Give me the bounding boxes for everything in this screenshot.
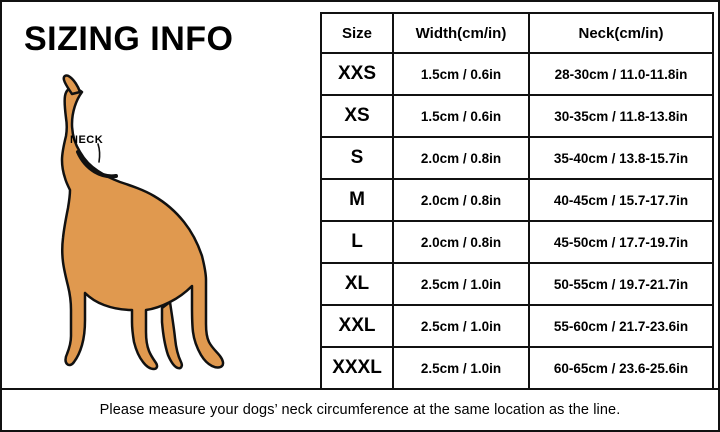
cell-size: XXS	[321, 53, 393, 95]
footer-note-bar	[2, 388, 718, 430]
cell-width: 2.5cm / 1.0in	[393, 305, 529, 347]
cell-size: L	[321, 221, 393, 263]
cell-width: 2.5cm / 1.0in	[393, 263, 529, 305]
column-header-neck: Neck(cm/in)	[529, 13, 713, 53]
cell-neck: 35-40cm / 13.8-15.7in	[529, 137, 713, 179]
illustration-panel	[2, 2, 314, 392]
cell-neck: 28-30cm / 11.0-11.8in	[529, 53, 713, 95]
dog-figure-svg	[20, 74, 300, 374]
table-row	[321, 305, 713, 347]
size-table-container	[320, 12, 712, 390]
cell-neck: 50-55cm / 19.7-21.7in	[529, 263, 713, 305]
table-row	[321, 137, 713, 179]
table-row	[321, 53, 713, 95]
table-row	[321, 347, 713, 389]
column-header-size: Size	[321, 13, 393, 53]
cell-width: 2.0cm / 0.8in	[393, 221, 529, 263]
page-title: SIZING INFO	[24, 20, 234, 58]
cell-width: 2.0cm / 0.8in	[393, 179, 529, 221]
cell-neck: 40-45cm / 15.7-17.7in	[529, 179, 713, 221]
cell-size: XXL	[321, 305, 393, 347]
neck-label: NECK	[70, 134, 104, 146]
cell-size: M	[321, 179, 393, 221]
table-row	[321, 221, 713, 263]
measurement-note: Please measure your dogs’ neck circumference at the same location as the line.	[99, 402, 621, 418]
dog-illustration	[20, 74, 300, 374]
table-row	[321, 179, 713, 221]
cell-size: XXXL	[321, 347, 393, 389]
cell-width: 1.5cm / 0.6in	[393, 95, 529, 137]
table-row	[321, 95, 713, 137]
table-row	[321, 263, 713, 305]
cell-width: 2.0cm / 0.8in	[393, 137, 529, 179]
cell-width: 1.5cm / 0.6in	[393, 53, 529, 95]
cell-neck: 60-65cm / 23.6-25.6in	[529, 347, 713, 389]
cell-size: XS	[321, 95, 393, 137]
cell-neck: 45-50cm / 17.7-19.7in	[529, 221, 713, 263]
cell-size: S	[321, 137, 393, 179]
size-table	[320, 12, 714, 390]
cell-neck: 30-35cm / 11.8-13.8in	[529, 95, 713, 137]
cell-size: XL	[321, 263, 393, 305]
column-header-width: Width(cm/in)	[393, 13, 529, 53]
cell-neck: 55-60cm / 21.7-23.6in	[529, 305, 713, 347]
table-header-row	[321, 13, 713, 53]
cell-width: 2.5cm / 1.0in	[393, 347, 529, 389]
